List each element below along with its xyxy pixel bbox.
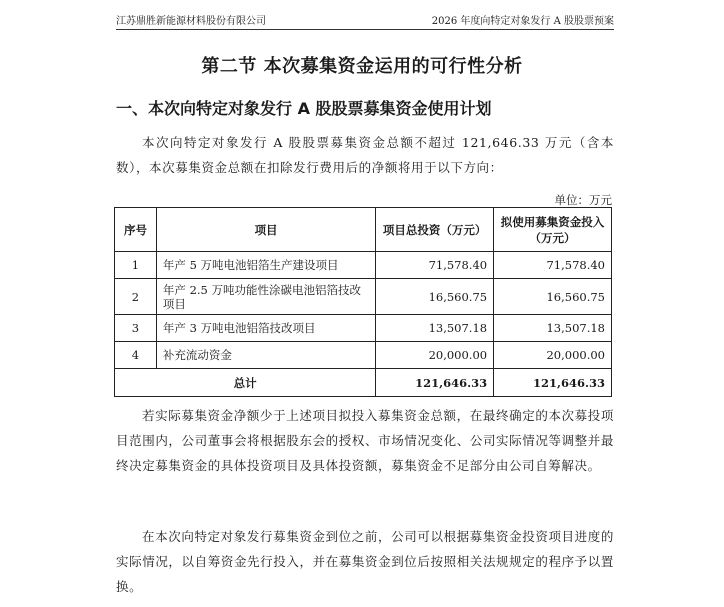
section-title: 第二节 本次募集资金运用的可行性分析: [201, 56, 523, 77]
table-row: [115, 315, 612, 342]
proposed-funds-sum: 121,646.33: [494, 369, 612, 397]
row-total-investment: 71,578.40: [376, 252, 494, 279]
table-row: [115, 279, 612, 315]
row-project: 年产 5 万吨电池铝箔生产建设项目: [156, 252, 375, 279]
row-no: 2: [115, 279, 157, 315]
table-header-row: [115, 208, 612, 252]
table-row: [115, 342, 612, 369]
fund-usage-table: [114, 207, 612, 397]
row-proposed-funds: 71,578.40: [494, 252, 612, 279]
row-proposed-funds: 16,560.75: [494, 279, 612, 315]
header-no: 序号: [115, 208, 157, 252]
intro-paragraph: 本次向特定对象发行 A 股股票募集资金总额不超过 121,646.33 万元（含本数），本次募集资金总额在扣除发行费用后的净额将用于以下方向：: [116, 135, 614, 175]
shortfall-paragraph: 若实际募集资金净额少于上述项目拟投入募集资金总额，在最终确定的本次募投项目范围内，公司董事会将根据股东会的授权、市场情况变化、公司实际情况等调整并最终决定募集资金的具体投资项目及具体投资额，募集资金不足部分由公司自筹解决。: [116, 408, 614, 473]
row-project: 补充流动资金: [156, 342, 375, 369]
header-project: 项目: [156, 208, 375, 252]
page-header: [116, 12, 614, 30]
total-investment-sum: 121,646.33: [376, 369, 494, 397]
header-proposed-funds: 拟使用募集资金投入（万元）: [494, 208, 612, 252]
row-total-investment: 16,560.75: [376, 279, 494, 315]
table-total-row: [115, 369, 612, 397]
total-label: 总计: [115, 369, 376, 397]
row-proposed-funds: 13,507.18: [494, 315, 612, 342]
header-document-title: 2026 年度向特定对象发行 A 股股票预案: [431, 16, 614, 27]
row-no: 3: [115, 315, 157, 342]
table-row: [115, 252, 612, 279]
row-total-investment: 13,507.18: [376, 315, 494, 342]
advance-funding-paragraph: 在本次向特定对象发行募集资金到位之前，公司可以根据募集资金投资项目进度的实际情况，以自筹资金先行投入，并在募集资金到位后按照相关法规规定的程序予以置换。: [116, 529, 614, 594]
subsection-title: 一、本次向特定对象发行 A 股股票募集资金使用计划: [116, 99, 492, 118]
header-company-name: 江苏鼎胜新能源材料股份有限公司: [116, 16, 266, 27]
unit-label: 单位：万元: [554, 193, 612, 207]
row-project: 年产 2.5 万吨功能性涂碳电池铝箔技改项目: [156, 279, 375, 315]
row-total-investment: 20,000.00: [376, 342, 494, 369]
row-project: 年产 3 万吨电池铝箔技改项目: [156, 315, 375, 342]
row-no: 1: [115, 252, 157, 279]
row-proposed-funds: 20,000.00: [494, 342, 612, 369]
row-no: 4: [115, 342, 157, 369]
header-total-investment: 项目总投资（万元）: [376, 208, 494, 252]
